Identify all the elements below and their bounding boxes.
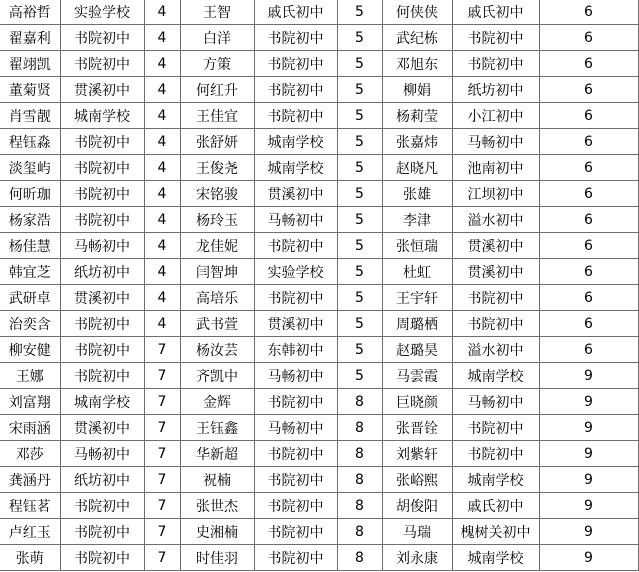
school-cell: 书院初中 (60, 337, 144, 363)
student-name-cell: 杨莉莹 (382, 103, 452, 129)
student-name-cell: 王钰鑫 (180, 415, 254, 441)
table-row (0, 77, 638, 103)
score-cell: 4 (144, 181, 180, 207)
school-cell: 纸坊初中 (60, 259, 144, 285)
school-cell: 贯溪初中 (452, 233, 539, 259)
school-cell: 槐树关初中 (452, 519, 539, 545)
table-row (0, 467, 638, 493)
table-row (0, 207, 638, 233)
school-cell: 书院初中 (452, 51, 539, 77)
table-row (0, 155, 638, 181)
school-cell: 纸坊初中 (452, 77, 539, 103)
student-name-cell: 巨晓颜 (382, 389, 452, 415)
table-row (0, 311, 638, 337)
student-name-cell: 治奕含 (0, 311, 60, 337)
student-name-cell: 张恒瑞 (382, 233, 452, 259)
score-cell: 5 (337, 207, 382, 233)
student-name-cell: 韩宜芝 (0, 259, 60, 285)
school-cell: 贯溪初中 (60, 285, 144, 311)
school-cell: 城南学校 (254, 155, 337, 181)
score-cell: 6 (539, 25, 638, 51)
score-cell: 8 (337, 493, 382, 519)
school-cell: 书院初中 (254, 545, 337, 571)
score-cell: 5 (337, 77, 382, 103)
school-cell: 城南学校 (60, 389, 144, 415)
score-cell: 8 (337, 467, 382, 493)
school-cell: 书院初中 (60, 545, 144, 571)
student-name-cell: 龙佳妮 (180, 233, 254, 259)
score-cell: 5 (337, 129, 382, 155)
score-cell: 5 (337, 0, 382, 25)
student-name-cell: 武研卓 (0, 285, 60, 311)
student-name-cell: 张世杰 (180, 493, 254, 519)
school-cell: 戚氏初中 (452, 493, 539, 519)
school-cell: 城南学校 (60, 103, 144, 129)
school-cell: 书院初中 (60, 311, 144, 337)
score-cell: 9 (539, 389, 638, 415)
table-row (0, 259, 638, 285)
school-cell: 书院初中 (452, 311, 539, 337)
score-cell: 7 (144, 415, 180, 441)
score-cell: 4 (144, 155, 180, 181)
score-cell: 5 (337, 363, 382, 389)
school-cell: 马畅初中 (452, 129, 539, 155)
school-cell: 实验学校 (254, 259, 337, 285)
school-cell: 书院初中 (452, 25, 539, 51)
student-name-cell: 宋雨涵 (0, 415, 60, 441)
score-cell: 4 (144, 207, 180, 233)
school-cell: 书院初中 (254, 233, 337, 259)
score-cell: 4 (144, 259, 180, 285)
score-cell: 5 (337, 285, 382, 311)
score-cell: 5 (337, 103, 382, 129)
table-row (0, 181, 638, 207)
school-cell: 书院初中 (60, 519, 144, 545)
student-name-cell: 马雲霞 (382, 363, 452, 389)
score-cell: 4 (144, 25, 180, 51)
student-name-cell: 翟翊凯 (0, 51, 60, 77)
student-name-cell: 周璐栖 (382, 311, 452, 337)
student-name-cell: 肖雪靓 (0, 103, 60, 129)
school-cell: 溢水初中 (452, 207, 539, 233)
student-name-cell: 闫智坤 (180, 259, 254, 285)
score-cell: 6 (539, 311, 638, 337)
score-cell: 4 (144, 77, 180, 103)
score-cell: 7 (144, 467, 180, 493)
student-name-cell: 程钰茗 (0, 493, 60, 519)
school-cell: 城南学校 (452, 467, 539, 493)
score-cell: 4 (144, 103, 180, 129)
school-cell: 书院初中 (254, 389, 337, 415)
score-cell: 8 (337, 545, 382, 571)
student-name-cell: 齐凯中 (180, 363, 254, 389)
student-name-cell: 史湘楠 (180, 519, 254, 545)
student-name-cell: 祝楠 (180, 467, 254, 493)
school-cell: 贯溪初中 (60, 415, 144, 441)
score-cell: 4 (144, 233, 180, 259)
school-cell: 书院初中 (60, 181, 144, 207)
student-name-cell: 张萌 (0, 545, 60, 571)
score-cell: 7 (144, 363, 180, 389)
score-cell: 6 (539, 207, 638, 233)
school-cell: 书院初中 (254, 103, 337, 129)
table-row (0, 0, 638, 25)
table-row (0, 337, 638, 363)
student-name-cell: 邓莎 (0, 441, 60, 467)
score-cell: 8 (337, 441, 382, 467)
table-row (0, 493, 638, 519)
student-name-cell: 高裕哲 (0, 0, 60, 25)
school-cell: 马畅初中 (60, 233, 144, 259)
school-cell: 戚氏初中 (254, 0, 337, 25)
student-name-cell: 时佳羽 (180, 545, 254, 571)
table-row (0, 441, 638, 467)
student-name-cell: 何侠侠 (382, 0, 452, 25)
student-name-cell: 王佳宜 (180, 103, 254, 129)
score-cell: 4 (144, 285, 180, 311)
student-name-cell: 柳娟 (382, 77, 452, 103)
score-cell: 6 (539, 103, 638, 129)
student-name-cell: 赵璐昊 (382, 337, 452, 363)
score-cell: 5 (337, 51, 382, 77)
school-cell: 书院初中 (254, 441, 337, 467)
score-cell: 6 (539, 129, 638, 155)
score-cell: 4 (144, 129, 180, 155)
school-cell: 戚氏初中 (452, 0, 539, 25)
score-cell: 6 (539, 233, 638, 259)
score-cell: 4 (144, 51, 180, 77)
school-cell: 贯溪初中 (254, 181, 337, 207)
score-cell: 5 (337, 155, 382, 181)
student-name-cell: 张晋铨 (382, 415, 452, 441)
student-name-cell: 杜虹 (382, 259, 452, 285)
school-cell: 书院初中 (60, 51, 144, 77)
student-name-cell: 李津 (382, 207, 452, 233)
score-cell: 7 (144, 389, 180, 415)
score-cell: 9 (539, 545, 638, 571)
table-row (0, 285, 638, 311)
student-name-cell: 胡俊阳 (382, 493, 452, 519)
score-cell: 5 (337, 311, 382, 337)
score-cell: 5 (337, 181, 382, 207)
score-cell: 4 (144, 311, 180, 337)
school-cell: 贯溪初中 (452, 259, 539, 285)
table-row (0, 545, 638, 571)
student-name-cell: 杨汝芸 (180, 337, 254, 363)
score-cell: 9 (539, 415, 638, 441)
school-cell: 书院初中 (254, 493, 337, 519)
student-name-cell: 宋铭骏 (180, 181, 254, 207)
student-name-cell: 赵晓凡 (382, 155, 452, 181)
score-cell: 7 (144, 545, 180, 571)
student-name-cell: 邓旭东 (382, 51, 452, 77)
school-cell: 实验学校 (60, 0, 144, 25)
table-row (0, 103, 638, 129)
score-cell: 9 (539, 363, 638, 389)
score-cell: 7 (144, 519, 180, 545)
student-name-cell: 白洋 (180, 25, 254, 51)
school-cell: 书院初中 (452, 441, 539, 467)
school-cell: 马畅初中 (254, 207, 337, 233)
score-cell: 6 (539, 0, 638, 25)
school-cell: 城南学校 (254, 129, 337, 155)
student-name-cell: 何昕珈 (0, 181, 60, 207)
score-cell: 5 (337, 337, 382, 363)
school-cell: 马畅初中 (254, 415, 337, 441)
school-cell: 城南学校 (452, 363, 539, 389)
student-name-cell: 翟嘉利 (0, 25, 60, 51)
student-name-cell: 何红升 (180, 77, 254, 103)
school-cell: 江坝初中 (452, 181, 539, 207)
score-cell: 5 (337, 25, 382, 51)
student-name-cell: 张峪熙 (382, 467, 452, 493)
school-cell: 贯溪初中 (254, 311, 337, 337)
score-cell: 9 (539, 493, 638, 519)
score-cell: 6 (539, 77, 638, 103)
school-cell: 城南学校 (452, 545, 539, 571)
table-row (0, 389, 638, 415)
student-name-cell: 程钰淼 (0, 129, 60, 155)
score-cell: 9 (539, 519, 638, 545)
student-name-cell: 金辉 (180, 389, 254, 415)
table-row (0, 519, 638, 545)
student-name-cell: 淡玺屿 (0, 155, 60, 181)
student-name-cell: 王娜 (0, 363, 60, 389)
table-row (0, 129, 638, 155)
school-cell: 溢水初中 (452, 337, 539, 363)
student-name-cell: 武书萱 (180, 311, 254, 337)
school-cell: 书院初中 (254, 467, 337, 493)
student-name-cell: 龚涵丹 (0, 467, 60, 493)
school-cell: 池南初中 (452, 155, 539, 181)
score-cell: 6 (539, 181, 638, 207)
student-name-cell: 杨佳慧 (0, 233, 60, 259)
school-cell: 贯溪初中 (60, 77, 144, 103)
score-cell: 8 (337, 519, 382, 545)
student-name-cell: 王智 (180, 0, 254, 25)
student-name-cell: 华新超 (180, 441, 254, 467)
student-name-cell: 杨家浩 (0, 207, 60, 233)
school-cell: 书院初中 (254, 285, 337, 311)
table-row (0, 415, 638, 441)
school-cell: 书院初中 (452, 285, 539, 311)
student-name-cell: 张舒妍 (180, 129, 254, 155)
student-name-cell: 柳安健 (0, 337, 60, 363)
score-cell: 7 (144, 441, 180, 467)
score-cell: 9 (539, 467, 638, 493)
student-name-cell: 王宇轩 (382, 285, 452, 311)
table-row (0, 25, 638, 51)
table-row (0, 233, 638, 259)
school-cell: 马畅初中 (452, 389, 539, 415)
student-name-cell: 董菊贤 (0, 77, 60, 103)
school-cell: 书院初中 (60, 363, 144, 389)
school-cell: 书院初中 (60, 207, 144, 233)
school-cell: 书院初中 (254, 51, 337, 77)
student-name-cell: 武纪栋 (382, 25, 452, 51)
student-name-cell: 张雄 (382, 181, 452, 207)
school-cell: 书院初中 (254, 77, 337, 103)
score-cell: 4 (144, 0, 180, 25)
score-cell: 6 (539, 337, 638, 363)
school-cell: 马畅初中 (60, 441, 144, 467)
score-cell: 5 (337, 259, 382, 285)
student-name-cell: 马瑞 (382, 519, 452, 545)
student-name-cell: 刘紫轩 (382, 441, 452, 467)
school-cell: 书院初中 (254, 25, 337, 51)
school-cell: 书院初中 (60, 129, 144, 155)
school-cell: 书院初中 (60, 25, 144, 51)
student-name-cell: 王俊尧 (180, 155, 254, 181)
score-cell: 7 (144, 337, 180, 363)
table-row (0, 51, 638, 77)
school-cell: 书院初中 (60, 493, 144, 519)
school-cell: 马畅初中 (254, 363, 337, 389)
student-name-cell: 张嘉炜 (382, 129, 452, 155)
score-cell: 8 (337, 415, 382, 441)
school-cell: 书院初中 (452, 415, 539, 441)
student-name-cell: 刘永康 (382, 545, 452, 571)
score-cell: 6 (539, 155, 638, 181)
school-cell: 东韩初中 (254, 337, 337, 363)
school-cell: 小江初中 (452, 103, 539, 129)
student-name-cell: 高培乐 (180, 285, 254, 311)
school-cell: 书院初中 (60, 155, 144, 181)
student-name-cell: 刘富翔 (0, 389, 60, 415)
score-cell: 9 (539, 441, 638, 467)
score-cell: 8 (337, 389, 382, 415)
score-cell: 7 (144, 493, 180, 519)
score-cell: 6 (539, 51, 638, 77)
school-cell: 书院初中 (254, 519, 337, 545)
student-name-cell: 卢红玉 (0, 519, 60, 545)
student-name-cell: 方策 (180, 51, 254, 77)
score-cell: 6 (539, 285, 638, 311)
score-cell: 5 (337, 233, 382, 259)
school-cell: 纸坊初中 (60, 467, 144, 493)
score-cell: 6 (539, 259, 638, 285)
student-name-cell: 杨玲玉 (180, 207, 254, 233)
table-row (0, 363, 638, 389)
